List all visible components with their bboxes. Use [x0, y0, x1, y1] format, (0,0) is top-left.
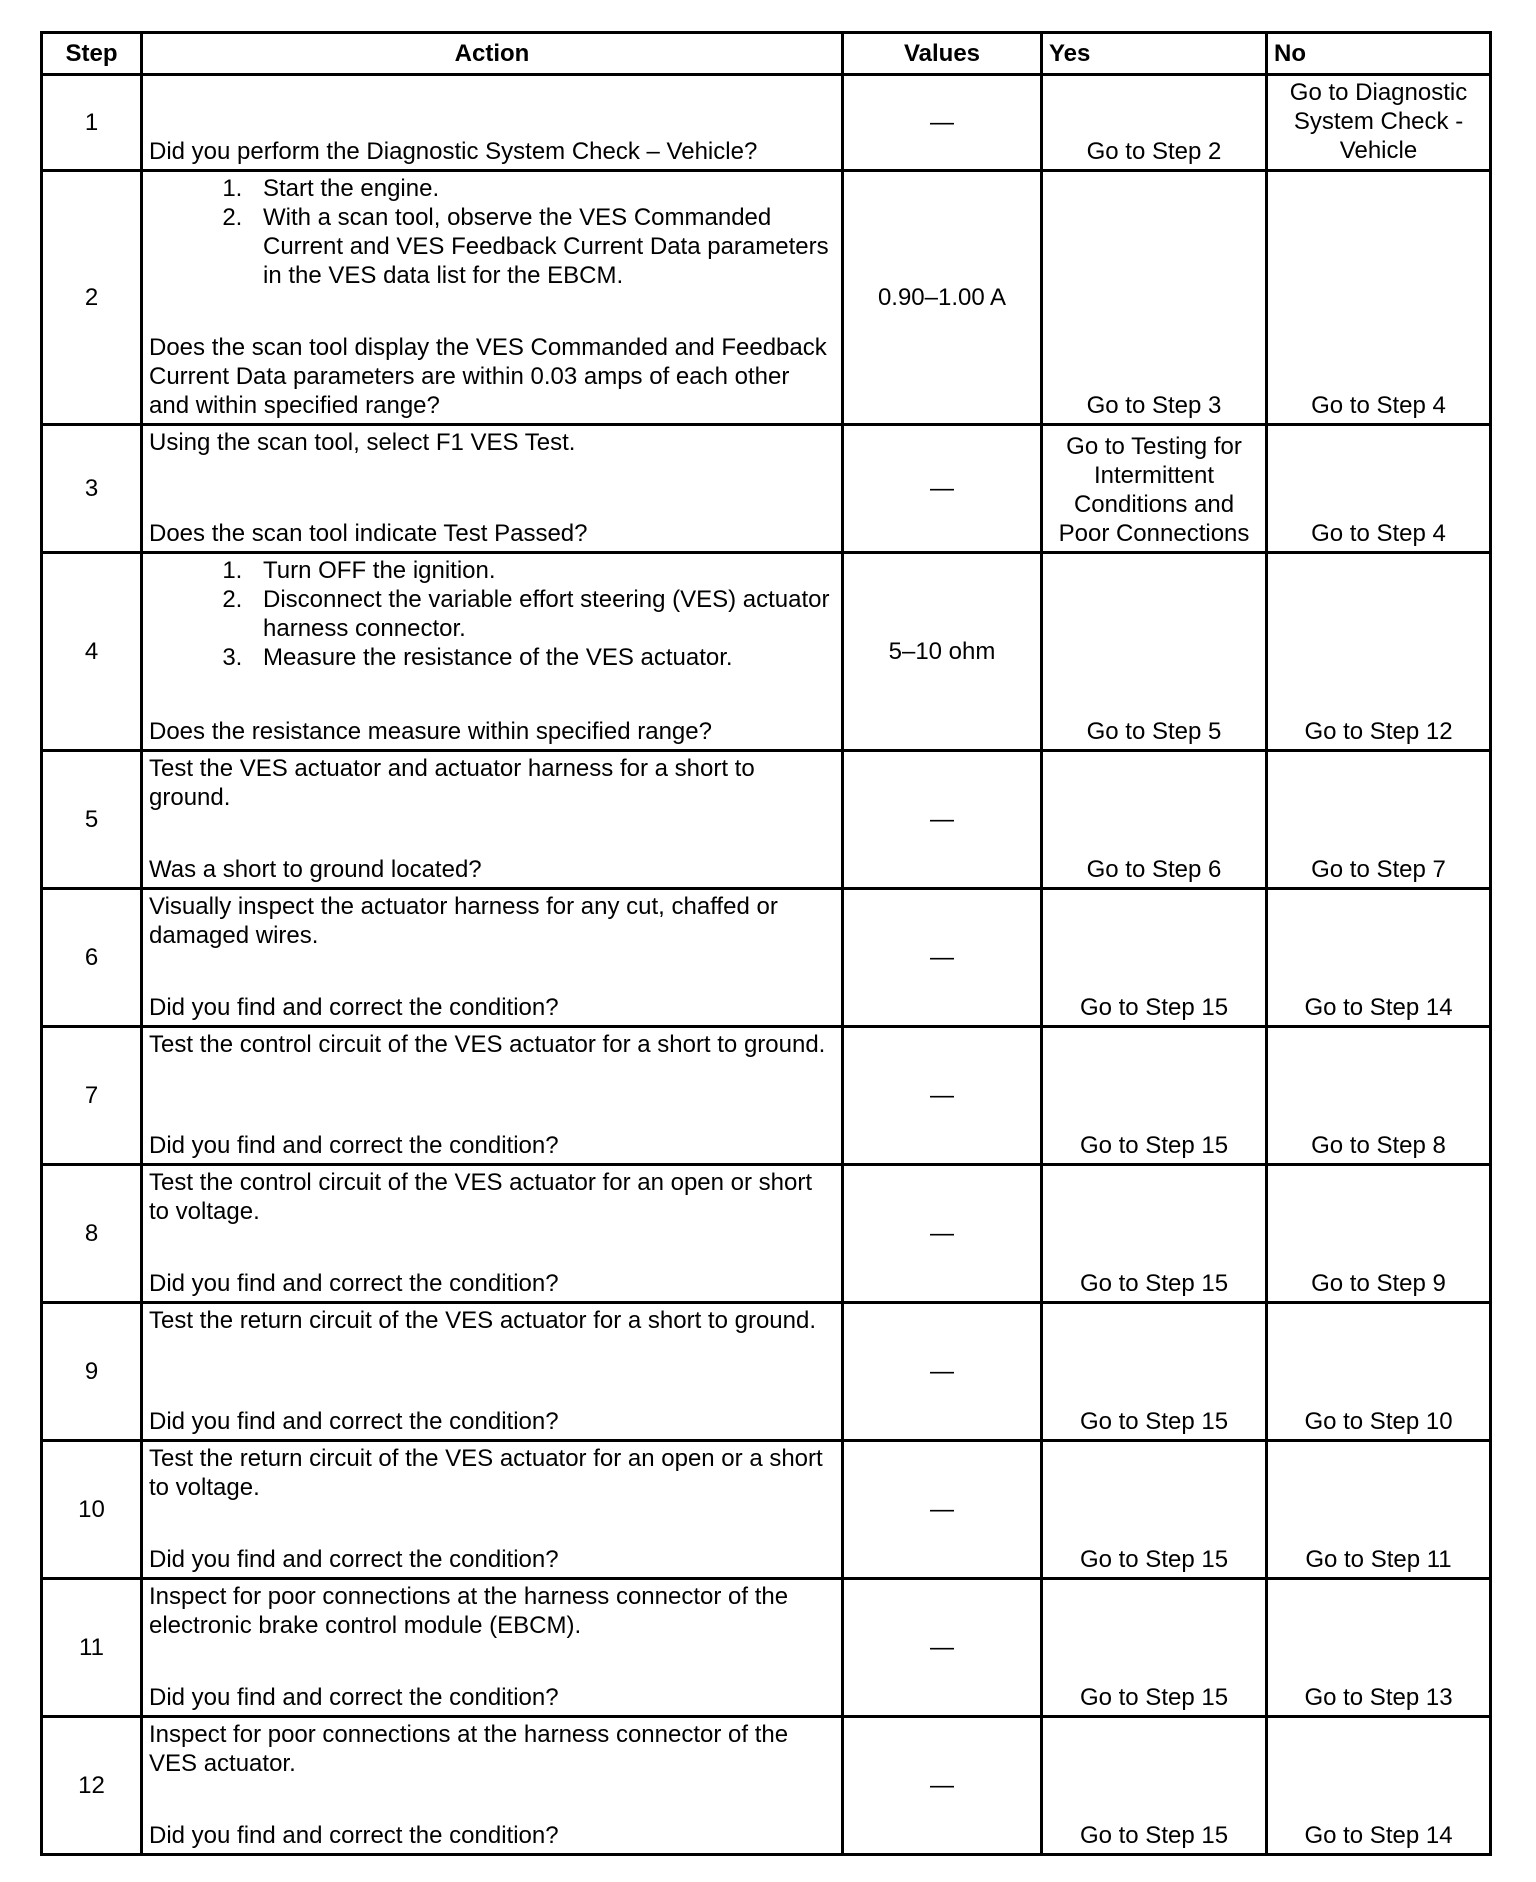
yes-cell: Go to Step 15 — [1042, 1717, 1267, 1855]
action-intro: Test the return circuit of the VES actuator for a short to ground. — [149, 1307, 817, 1334]
header-values: Values — [843, 33, 1042, 75]
yes-cell: Go to Testing for Intermittent Conditions and Poor Connections — [1042, 425, 1267, 553]
table-row — [42, 751, 1491, 889]
table-row — [42, 425, 1491, 553]
step-number: 8 — [42, 1165, 142, 1303]
value-cell: — — [843, 889, 1042, 1027]
action-intro: Test the VES actuator and actuator harness for a short to ground. — [149, 755, 755, 811]
action-question: Did you find and correct the condition? — [149, 1546, 559, 1573]
action-question: Was a short to ground located? — [149, 856, 482, 883]
step-number: 5 — [42, 751, 142, 889]
yes-cell: Go to Step 15 — [1042, 1579, 1267, 1717]
action-question: Does the resistance measure within specified range? — [149, 718, 712, 745]
action-instructions — [149, 754, 833, 812]
table-row — [42, 553, 1491, 751]
step-number: 2 — [42, 171, 142, 425]
action-cell — [142, 75, 843, 171]
action-cell — [142, 425, 843, 553]
action-intro: Inspect for poor connections at the harness connector of the VES actuator. — [149, 1721, 789, 1777]
step-number: 4 — [42, 553, 142, 751]
no-cell: Go to Step 4 — [1267, 425, 1491, 553]
action-cell — [142, 1717, 843, 1855]
action-instructions — [149, 174, 833, 290]
value-cell: 0.90–1.00 A — [843, 171, 1042, 425]
action-cell — [142, 1441, 843, 1579]
value-cell: — — [843, 425, 1042, 553]
action-question: Does the scan tool display the VES Commanded and Feedback Current Data parameters are within 0.03 amps of each other and within specified range? — [149, 334, 827, 419]
table-row — [42, 75, 1491, 171]
action-instructions — [149, 1582, 833, 1640]
action-instructions — [149, 1720, 833, 1778]
action-intro: Test the return circuit of the VES actuator for an open or a short to voltage. — [149, 1445, 823, 1501]
value-cell: — — [843, 1303, 1042, 1441]
action-question: Did you find and correct the condition? — [149, 1132, 559, 1159]
action-step-item: 2. With a scan tool, observe the VES Commanded Current and VES Feedback Current Data parameters in the VES data list for the EBCM. — [249, 203, 833, 290]
action-cell — [142, 553, 843, 751]
action-intro: Test the control circuit of the VES actuator for an open or short to voltage. — [149, 1169, 813, 1225]
action-step-item: 1. Turn OFF the ignition. — [249, 556, 833, 585]
value-cell: — — [843, 1027, 1042, 1165]
no-cell: Go to Step 11 — [1267, 1441, 1491, 1579]
action-question: Did you perform the Diagnostic System Check – Vehicle? — [149, 138, 758, 165]
step-number: 9 — [42, 1303, 142, 1441]
action-steps-list — [149, 556, 833, 672]
action-cell — [142, 1027, 843, 1165]
step-number: 7 — [42, 1027, 142, 1165]
header-row — [42, 33, 1491, 75]
action-step-item: 3. Measure the resistance of the VES actuator. — [249, 643, 833, 672]
yes-cell: Go to Step 15 — [1042, 889, 1267, 1027]
action-question: Did you find and correct the condition? — [149, 994, 559, 1021]
action-instructions — [149, 1030, 833, 1059]
action-question: Did you find and correct the condition? — [149, 1270, 559, 1297]
header-action: Action — [142, 33, 843, 75]
action-cell — [142, 171, 843, 425]
value-cell: — — [843, 1717, 1042, 1855]
action-cell — [142, 751, 843, 889]
table-row — [42, 1303, 1491, 1441]
action-instructions — [149, 1306, 833, 1335]
yes-cell: Go to Step 5 — [1042, 553, 1267, 751]
header-step: Step — [42, 33, 142, 75]
yes-cell: Go to Step 3 — [1042, 171, 1267, 425]
value-cell: — — [843, 1165, 1042, 1303]
action-cell — [142, 889, 843, 1027]
step-number: 12 — [42, 1717, 142, 1855]
diagnostic-table — [40, 31, 1492, 1856]
step-number: 1 — [42, 75, 142, 171]
action-steps-list — [149, 174, 833, 290]
action-instructions — [149, 1444, 833, 1502]
no-cell: Go to Step 9 — [1267, 1165, 1491, 1303]
action-question: Did you find and correct the condition? — [149, 1684, 559, 1711]
value-cell: — — [843, 75, 1042, 171]
value-cell: — — [843, 1579, 1042, 1717]
header-no: No — [1267, 33, 1491, 75]
table-row — [42, 1717, 1491, 1855]
action-question: Does the scan tool indicate Test Passed? — [149, 520, 588, 547]
action-question: Did you find and correct the condition? — [149, 1408, 559, 1435]
yes-cell: Go to Step 15 — [1042, 1165, 1267, 1303]
no-cell: Go to Diagnostic System Check - Vehicle — [1267, 75, 1491, 171]
table-row — [42, 1027, 1491, 1165]
table-row — [42, 171, 1491, 425]
yes-cell: Go to Step 15 — [1042, 1441, 1267, 1579]
yes-cell: Go to Step 6 — [1042, 751, 1267, 889]
step-number: 6 — [42, 889, 142, 1027]
table-row — [42, 1441, 1491, 1579]
action-intro: Visually inspect the actuator harness for any cut, chaffed or damaged wires. — [149, 893, 778, 949]
no-cell: Go to Step 7 — [1267, 751, 1491, 889]
action-instructions — [149, 1168, 833, 1226]
action-instructions — [149, 892, 833, 950]
table-row — [42, 1165, 1491, 1303]
action-instructions — [149, 556, 833, 672]
action-intro: Inspect for poor connections at the harness connector of the electronic brake control module (EBCM). — [149, 1583, 789, 1639]
action-intro: Using the scan tool, select F1 VES Test. — [149, 429, 576, 456]
no-cell: Go to Step 10 — [1267, 1303, 1491, 1441]
diagnostic-document — [40, 31, 1492, 1856]
no-cell: Go to Step 8 — [1267, 1027, 1491, 1165]
yes-cell: Go to Step 15 — [1042, 1303, 1267, 1441]
step-number: 10 — [42, 1441, 142, 1579]
no-cell: Go to Step 14 — [1267, 889, 1491, 1027]
no-cell: Go to Step 13 — [1267, 1579, 1491, 1717]
value-cell: — — [843, 1441, 1042, 1579]
action-question: Did you find and correct the condition? — [149, 1822, 559, 1849]
step-number: 11 — [42, 1579, 142, 1717]
value-cell: — — [843, 751, 1042, 889]
action-cell — [142, 1303, 843, 1441]
value-cell: 5–10 ohm — [843, 553, 1042, 751]
no-cell: Go to Step 12 — [1267, 553, 1491, 751]
table-row — [42, 889, 1491, 1027]
table-row — [42, 1579, 1491, 1717]
no-cell: Go to Step 14 — [1267, 1717, 1491, 1855]
action-step-item: 1. Start the engine. — [249, 174, 833, 203]
action-instructions — [149, 428, 833, 457]
yes-cell: Go to Step 15 — [1042, 1027, 1267, 1165]
action-cell — [142, 1165, 843, 1303]
yes-cell: Go to Step 2 — [1042, 75, 1267, 171]
action-step-item: 2. Disconnect the variable effort steering (VES) actuator harness connector. — [249, 585, 833, 643]
table-body — [42, 75, 1491, 1855]
header-yes: Yes — [1042, 33, 1267, 75]
step-number: 3 — [42, 425, 142, 553]
no-cell: Go to Step 4 — [1267, 171, 1491, 425]
action-cell — [142, 1579, 843, 1717]
action-intro: Test the control circuit of the VES actuator for a short to ground. — [149, 1031, 826, 1058]
